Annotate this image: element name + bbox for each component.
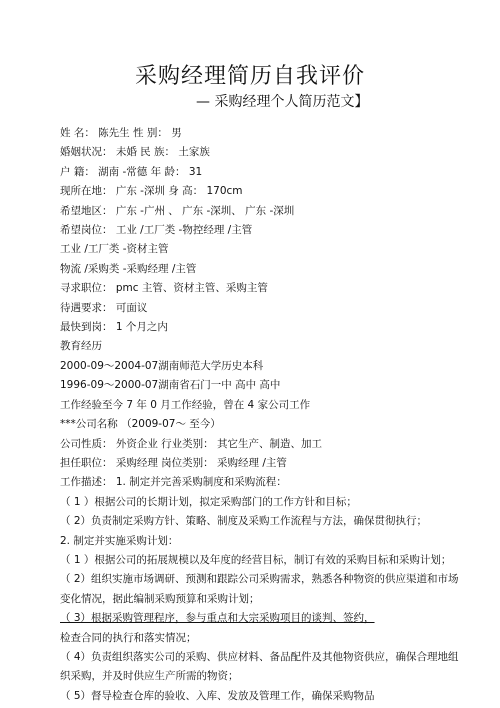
job-title-line: 担任职位： 采购经理 岗位类别： 采购经理 /主管 <box>60 456 287 469</box>
duty-item: （ 4）负责组织落实公司的采购、供应材料、备品配件及其他物资供应，确保合理地组织采购，并及时供应生产所需的物资； <box>60 650 459 683</box>
education-heading: 教育经历 <box>60 340 102 353</box>
duty-item: （ 2）组织实施市场调研、预测和跟踪公司采购需求，熟悉各种物资的供应渠道和市场变化情况，据此编制采购预算和采购计划； <box>60 573 459 605</box>
marital-ethnicity-line: 婚姻状况： 未婚 民 族： 土家族 <box>60 146 210 159</box>
desired-region-line: 希望地区： 广东 -广州 、 广东 -深圳、 广东 -深圳 <box>60 204 295 217</box>
name-gender-line: 姓 名： 陈先生 性 别： 男 <box>60 127 182 139</box>
desired-position-line: 希望岗位： 工业 /工厂类 -物控经理 /主管 <box>60 224 253 237</box>
duty-item: （ 2）负责制定采购方针、策略、制度及采购工作流程与方法，确保贯彻执行； <box>60 515 428 528</box>
job-description-line: 工作描述： 1. 制定并完善采购制度和采购流程： <box>60 476 287 489</box>
start-date-line: 最快到岗： 1 个月之内 <box>60 321 168 334</box>
duty-item: （ 1 ）根据公司的拓展规模以及年度的经营目标，制订有效的采购目标和采购计划； <box>60 553 452 566</box>
duty-item-continuation: 检查合同的执行和落实情况； <box>60 631 197 644</box>
company-nature-line: 公司性质： 外资企业 行业类别： 其它生产、制造、加工 <box>60 437 323 450</box>
experience-summary-line: 工作经验至今 7 年 0 月工作经验，曾在 4 家公司工作 <box>60 398 311 411</box>
document-subtitle: — 采购经理个人简历范文】 <box>196 94 369 110</box>
duty-item: （ 5）督导检查仓库的验收、入库、发放及管理工作，确保采购物品 <box>60 689 375 702</box>
duty-item: （ 1 ）根据公司的长期计划，拟定采购部门的工作方针和目标； <box>60 495 357 508</box>
resume-body <box>60 124 462 706</box>
document-title: 采购经理简历自我评价 <box>134 64 365 89</box>
company-name-line: ***公司名称 （2009-07～ 至今） <box>60 418 221 431</box>
hukou-age-line: 户 籍： 湖南 -常德 年 龄： 31 <box>60 165 203 178</box>
position-logistics-line: 物流 /采购类 -采购经理 /主管 <box>60 262 197 275</box>
duty-item-underlined: （ 3）根据采购管理程序，参与重点和大宗采购项目的谈判、签约， <box>60 612 375 625</box>
salary-line: 待遇要求： 可面议 <box>60 301 148 314</box>
education-university-line: 2000-09～2004-07湖南师范大学历史本科 <box>60 359 264 372</box>
education-highschool-line: 1996-09～2000-07湖南省石门一中 高中 高中 <box>60 379 281 392</box>
section-heading: 2. 制定并实施采购计划： <box>60 534 179 547</box>
job-sought-line: 寻求职位： pmc 主管、资材主管、采购主管 <box>60 282 268 295</box>
position-industry-line: 工业 /工厂类 -资材主管 <box>60 243 169 256</box>
location-height-line: 现所在地： 广东 -深圳 身 高： 170cm <box>60 185 243 198</box>
